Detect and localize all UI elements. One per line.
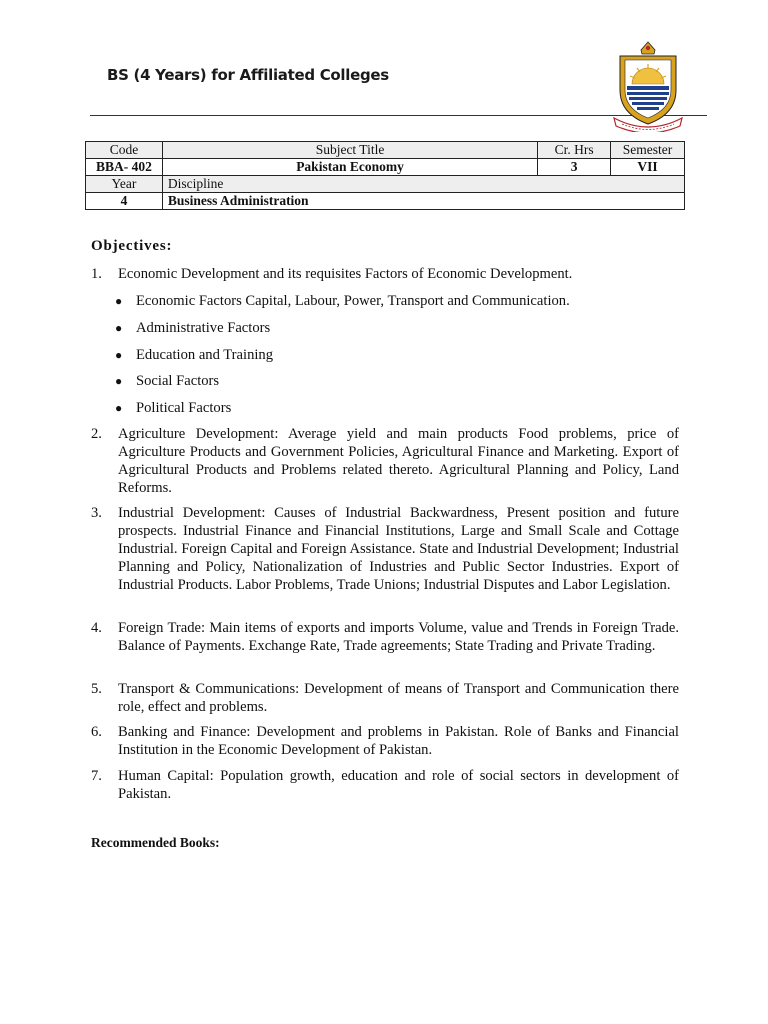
objective-item-1 xyxy=(91,265,679,283)
course-semester: VII xyxy=(611,159,685,176)
code-header: Code xyxy=(86,142,163,159)
bullet-icon: ● xyxy=(115,374,123,388)
bullet-icon: ● xyxy=(115,348,123,362)
objective-text: Industrial Development: Causes of Industrial Backwardness, Present position and future prospects. Industrial Finance and Financial Institutions, Large and Small Scale and Cottage Industrial. Foreign Capital and Foreign Assistance. State and Industrial Development; Industrial Planning and Policy, Nationalization of Industries and Public Sector Industries. Export of Industrial Products. Labor Problems, Trade Unions; Industrial Disputes and Labor Legislation. xyxy=(118,505,679,593)
subject-title-header: Subject Title xyxy=(162,142,537,159)
objective-number: 1. xyxy=(91,266,102,282)
course-code: BBA- 402 xyxy=(86,159,163,176)
table-row xyxy=(86,159,685,176)
bullet-text: Education and Training xyxy=(136,347,274,363)
table-row xyxy=(86,193,685,210)
course-discipline: Business Administration xyxy=(162,193,684,210)
objective-item-5 xyxy=(91,680,679,716)
university-crest-icon xyxy=(610,40,686,132)
objective-number: 3. xyxy=(91,505,102,521)
recommended-books-heading: Recommended Books: xyxy=(91,835,220,850)
table-header-row xyxy=(86,142,685,159)
objective-text: Agriculture Development: Average yield and main products Food problems, price of Agriculture Products and Government Policies, Agricultural Finance and Marketing. Export of Agricultural Products and Problems related thereto. Agricultural Planning and Policy, Land Reforms. xyxy=(118,426,679,496)
objective-number: 7. xyxy=(91,768,102,784)
semester-header: Semester xyxy=(611,142,685,159)
objective-item-3 xyxy=(91,504,679,594)
objective-number: 5. xyxy=(91,681,102,697)
objective-number: 6. xyxy=(91,724,102,740)
bullet-icon: ● xyxy=(115,321,123,335)
bullet-icon: ● xyxy=(115,401,123,415)
objective-text: Human Capital: Population growth, education and role of social sectors in development of Pakistan. xyxy=(118,768,679,802)
objective-text: Foreign Trade: Main items of exports and imports Volume, value and Trends in Foreign Trade. Balance of Payments. Exchange Rate, Trade agreements; State Trading and Private Trading. xyxy=(118,620,679,654)
course-year: 4 xyxy=(86,193,163,210)
objective-item-7 xyxy=(91,767,679,803)
objective-number: 4. xyxy=(91,620,102,636)
objective-number: 2. xyxy=(91,426,102,442)
credit-hours-header: Cr. Hrs xyxy=(538,142,611,159)
page-header-title: BS (4 Years) for Affiliated Colleges xyxy=(107,66,389,84)
objective-item-2 xyxy=(91,425,679,497)
objective-text: Banking and Finance: Development and problems in Pakistan. Role of Banks and Financial Institution in the Economic Development of Pakistan. xyxy=(118,724,679,758)
bullet-text: Economic Factors Capital, Labour, Power, Transport and Communication. xyxy=(136,293,570,309)
discipline-header: Discipline xyxy=(162,176,684,193)
course-info-table xyxy=(85,141,685,210)
objective-text: Transport & Communications: Development of means of Transport and Communication there role, effect and problems. xyxy=(118,681,679,715)
bullet-text: Administrative Factors xyxy=(136,320,271,336)
bullet-icon: ● xyxy=(115,294,123,308)
course-credit-hours: 3 xyxy=(538,159,611,176)
bullet-text: Social Factors xyxy=(136,373,220,389)
course-subject-title: Pakistan Economy xyxy=(162,159,537,176)
bullet-text: Political Factors xyxy=(136,400,232,416)
year-header: Year xyxy=(86,176,163,193)
objective-item-6 xyxy=(91,723,679,759)
table-subheader-row xyxy=(86,176,685,193)
objective-item-4 xyxy=(91,619,679,655)
objective-text: Economic Development and its requisites Factors of Economic Development. xyxy=(118,266,573,282)
objectives-heading: Objectives: xyxy=(91,238,173,254)
